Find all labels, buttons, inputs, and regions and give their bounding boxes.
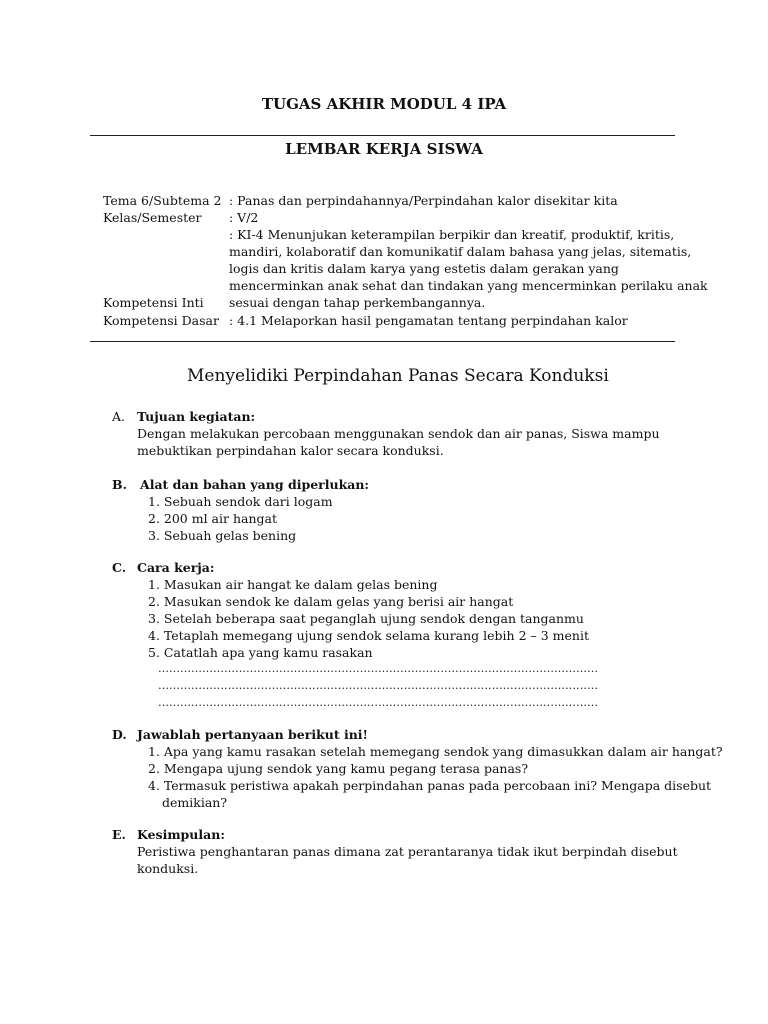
conclusion-line: konduksi. (137, 861, 199, 876)
list-item: 1. Apa yang kamu rasakan setelah memegang sendok yang dimasukkan dalam air hangat? (148, 744, 723, 759)
list-item: 2. Mengapa ujung sendok yang kamu pegang terasa panas? (148, 761, 529, 776)
list-item: 3. Sebuah gelas bening (148, 528, 297, 543)
kd-label: Kompetensi Dasar (103, 313, 219, 328)
list-item: 2. Masukan sendok ke dalam gelas yang berisi air hangat (148, 594, 514, 609)
divider-bottom (90, 341, 675, 342)
tema-label: Tema 6/Subtema 2 (103, 193, 222, 208)
section-e-title: Kesimpulan: (137, 827, 225, 842)
list-item-continuation: demikian? (162, 795, 228, 810)
kelas-label: Kelas/Semester (103, 210, 202, 225)
section-a-letter: A. (112, 409, 126, 424)
tema-value: : Panas dan perpindahannya/Perpindahan kalor disekitar kita (229, 193, 618, 208)
ki-line: : KI-4 Menunjukan keterampilan berpikir dan kreatif, produktif, kritis, (229, 227, 675, 242)
section-c-letter: C. (112, 560, 127, 575)
document-title: TUGAS AKHIR MODUL 4 IPA (261, 95, 507, 113)
ki-line: sesuai dengan tahap perkembangannya. (229, 295, 486, 310)
answer-dotted-line: ………………………………………………………………………………………………………… (158, 696, 598, 709)
ki-line: mencerminkan anak sehat dan tindakan yang mencerminkan perilaku anak (229, 278, 708, 293)
section-b-letter: B. (112, 477, 127, 492)
list-item: 1. Sebuah sendok dari logam (148, 494, 333, 509)
kd-value: : 4.1 Melaporkan hasil pengamatan tentang perpindahan kalor (229, 313, 628, 328)
list-item: 1. Masukan air hangat ke dalam gelas bening (148, 577, 438, 592)
section-a-title: Tujuan kegiatan: (137, 409, 256, 424)
list-item: 5. Catatlah apa yang kamu rasakan (148, 645, 373, 660)
answer-dotted-line: ………………………………………………………………………………………………………… (158, 662, 598, 675)
activity-heading: Menyelidiki Perpindahan Panas Secara Konduksi (187, 366, 609, 386)
section-b-title: Alat dan bahan yang diperlukan: (140, 477, 370, 492)
list-item: 3. Setelah beberapa saat peganglah ujung sendok dengan tanganmu (148, 611, 584, 626)
kelas-value: : V/2 (229, 210, 259, 225)
conclusion-line: Peristiwa penghantaran panas dimana zat perantaranya tidak ikut berpindah disebut (137, 844, 678, 859)
section-a-line: Dengan melakukan percobaan menggunakan sendok dan air panas, Siswa mampu (137, 426, 660, 441)
section-e-letter: E. (112, 827, 126, 842)
ki-line: logis dan kritis dalam karya yang estetis dalam gerakan yang (229, 261, 619, 276)
section-d-letter: D. (112, 727, 127, 742)
answer-dotted-line: ………………………………………………………………………………………………………… (158, 679, 598, 692)
section-a-line: mebuktikan perpindahan kalor secara konduksi. (137, 443, 444, 458)
ki-line: mandiri, kolaboratif dan komunikatif dalam bahasa yang jelas, sitematis, (229, 244, 692, 259)
list-item: 2. 200 ml air hangat (148, 511, 277, 526)
section-d-title: Jawablah pertanyaan berikut ini! (137, 727, 369, 742)
section-c-title: Cara kerja: (137, 560, 215, 575)
ki-label: Kompetensi Inti (103, 295, 204, 310)
list-item: 4. Tetaplah memegang ujung sendok selama kurang lebih 2 – 3 menit (148, 628, 589, 643)
divider-top (90, 135, 675, 136)
worksheet-subtitle: LEMBAR KERJA SISWA (285, 140, 483, 158)
list-item: 4. Termasuk peristiwa apakah perpindahan panas pada percobaan ini? Mengapa disebut (148, 778, 712, 793)
